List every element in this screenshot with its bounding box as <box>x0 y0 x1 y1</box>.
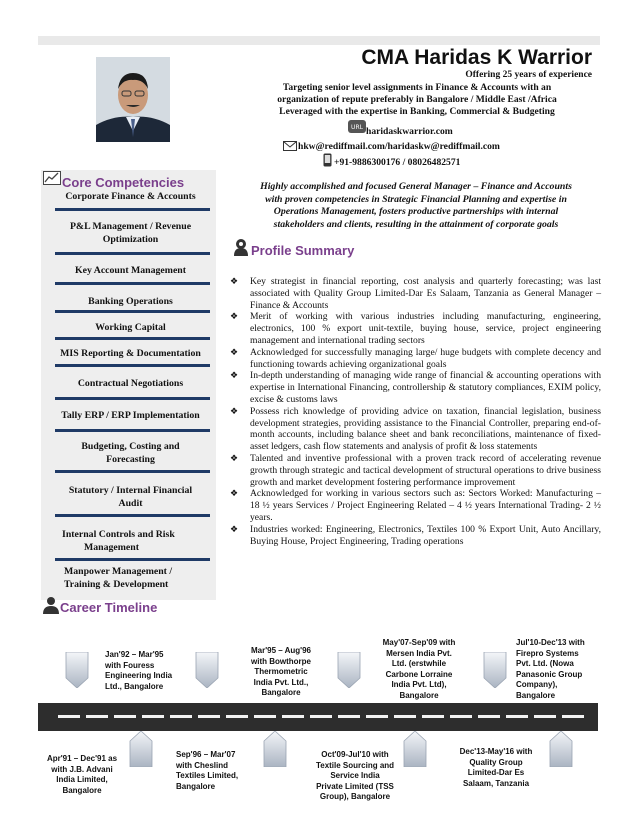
timeline-marker-icon <box>548 731 574 767</box>
diamond-bullet-icon: ❖ <box>230 488 239 499</box>
competency-item <box>48 322 213 335</box>
timeline-entry <box>306 750 404 803</box>
competency-line: Working Capital <box>95 322 166 333</box>
competency-item <box>48 529 213 554</box>
timeline-line: Panasonic Group <box>516 669 583 679</box>
diamond-bullet-icon: ❖ <box>230 370 239 381</box>
road-dash <box>58 715 80 718</box>
timeline-marker-icon <box>262 731 288 767</box>
separator <box>55 282 210 285</box>
timeline-line: Jul'10-Dec'13 with <box>516 638 585 647</box>
competency-line: Management <box>84 541 139 553</box>
person-icon <box>42 596 60 614</box>
timeline-marker-icon <box>64 652 90 688</box>
timeline-line: Private Limited (TSS <box>316 781 394 791</box>
timeline-line: with Bowthorpe <box>251 656 311 666</box>
timeline-line: Salaam, Tanzania <box>462 778 530 788</box>
timeline-line: Limited-Dar Es <box>467 768 525 777</box>
road-dash <box>450 715 472 718</box>
competency-line: Tally ERP / ERP Implementation <box>61 410 200 421</box>
road-dash <box>562 715 584 718</box>
road-dash <box>534 715 556 718</box>
competency-line: Banking Operations <box>88 296 173 307</box>
timeline-line: Mersen India Pvt. <box>386 648 452 658</box>
competency-line: P&L Management / Revenue <box>69 221 192 232</box>
separator <box>55 208 210 211</box>
competency-line: Optimization <box>102 233 159 245</box>
profile-icon <box>233 238 249 256</box>
competency-line: MIS Reporting & Documentation <box>60 348 201 359</box>
profile-photo <box>96 57 170 142</box>
competency-line: Key Account Management <box>74 265 186 276</box>
bullet-item <box>230 347 601 371</box>
separator <box>55 337 210 340</box>
competency-line: Statutory / Internal Financial <box>68 485 193 496</box>
separator <box>55 470 210 473</box>
diamond-bullet-icon: ❖ <box>230 346 239 357</box>
svg-text:URL: URL <box>351 124 363 131</box>
bullet-item <box>230 276 601 311</box>
bullet-text: Possess rich knowledge of providing advice on taxation, financial legislation, business development strategies, providing assistance to the Financial Controller, preparing end-of-month accounts, including balance sheet and bank reconciliations, maintenance of fixed-asset ledgers, cash flow statements and analysis of profit & loss statements <box>250 405 601 453</box>
road-dash <box>394 715 416 718</box>
timeline-line: Bangalore <box>62 785 102 795</box>
timeline-line: Bangalore <box>399 690 439 700</box>
timeline-entry <box>40 754 124 796</box>
bullet-item <box>230 524 601 548</box>
top-banner <box>38 36 600 45</box>
separator <box>55 558 210 561</box>
timeline-line: Quality Group <box>469 757 523 767</box>
competency-item <box>48 410 213 423</box>
competency-line: Training & Development <box>64 578 169 590</box>
timeline-line: India Pvt. Ltd), <box>391 680 447 689</box>
bullet-text: Merit of working with various industries including manufacturing, engineering, electronics, 100 % export unit-textile, buying house, service, project engineering management and international trading sectors <box>250 311 601 346</box>
road-dash <box>254 715 276 718</box>
bullet-item <box>230 406 601 453</box>
competency-item <box>48 485 213 510</box>
competency-line: Manpower Management / <box>64 566 173 577</box>
timeline-entry <box>370 638 468 701</box>
bullet-text: Acknowledged for working in various sectors such as: Sectors Worked: Manufacturing – 18 ½ years Services / Project Engineering Related – 4 ½ years International Trading- 2 ½ years. <box>250 488 601 523</box>
timeline-entry <box>236 646 326 699</box>
career-title: Career Timeline <box>60 600 158 615</box>
road-dash <box>198 715 220 718</box>
competency-line: Internal Controls and Risk <box>62 529 175 540</box>
timeline-line: Bangalore <box>176 781 216 791</box>
timeline-line: Oct'09-Jul'10 with <box>321 750 389 759</box>
timeline-line: India Pvt. Ltd., <box>253 677 309 687</box>
timeline-road <box>38 703 598 731</box>
competency-item <box>48 348 213 361</box>
competency-item <box>48 441 213 466</box>
competency-item <box>48 265 213 278</box>
competency-item <box>48 221 213 246</box>
email-link[interactable]: hkw@rediffmail.com/haridaskw@rediffmail.com <box>298 141 500 152</box>
timeline-entry <box>516 638 600 701</box>
timeline-line: Bangalore <box>516 690 556 700</box>
road-dash <box>282 715 304 718</box>
summary-line: stakeholders and clients, resulting in the attainment of corporate goals <box>273 218 559 230</box>
phone-icon <box>323 153 332 167</box>
timeline-line: with Fouress <box>105 660 155 670</box>
timeline-line: Textiles Limited, <box>176 771 239 780</box>
bullet-text: Acknowledged for successfully managing large/ huge budgets with complete decency and functioning towards achieving organizational goals <box>250 346 601 370</box>
road-dash <box>506 715 528 718</box>
separator <box>55 397 210 400</box>
separator <box>55 310 210 313</box>
separator <box>55 364 210 367</box>
timeline-marker-icon <box>336 652 362 688</box>
timeline-marker-icon <box>194 652 220 688</box>
competency-item <box>48 378 213 391</box>
profile-title: Profile Summary <box>251 243 355 258</box>
competency-line: Budgeting, Costing and <box>81 441 180 452</box>
bullet-text: In-depth understanding of managing wide range of financial & accounting operations with expertise in International Financing, controllership & statutory compliances, EXIM policy, excise & customs laws <box>250 370 601 405</box>
timeline-marker-icon <box>128 731 154 767</box>
timeline-line: with J.B. Advani <box>51 764 113 774</box>
timeline-line: with Cheslind <box>176 760 228 770</box>
road-dash <box>310 715 332 718</box>
candidate-name: CMA Haridas K Warrior <box>361 46 592 69</box>
competency-line: Forecasting <box>106 453 155 465</box>
timeline-line: Ltd., Bangalore <box>105 681 164 691</box>
separator <box>55 252 210 255</box>
road-dash <box>170 715 192 718</box>
summary-line: with proven competencies in Strategic Financial Planning and expertise in <box>265 193 567 205</box>
competency-item <box>48 566 213 591</box>
summary-line: Operations Management, fosters productive partnerships with internal <box>273 206 559 217</box>
diamond-bullet-icon: ❖ <box>230 523 239 534</box>
target-line: Leveraged with the expertise in Banking, Commercial & Budgeting <box>279 106 555 117</box>
timeline-entry <box>105 650 185 692</box>
bullet-item <box>230 370 601 405</box>
bullet-text: Industries worked: Engineering, Electronics, Textiles 100 % Export Unit, Auto Ancillary, Buying House, Project Engineering, Trading operations <box>250 523 601 547</box>
separator <box>55 429 210 432</box>
timeline-line: Firepro Systems <box>516 648 579 658</box>
diamond-bullet-icon: ❖ <box>230 311 239 322</box>
separator <box>55 514 210 517</box>
competencies-icon <box>43 171 61 185</box>
diamond-bullet-icon: ❖ <box>230 405 239 416</box>
diamond-bullet-icon: ❖ <box>230 452 239 463</box>
timeline-line: Company), <box>516 680 558 689</box>
timeline-line: Engineering India <box>105 671 173 680</box>
road-dash <box>422 715 444 718</box>
bullet-item <box>230 488 601 523</box>
road-dash <box>366 715 388 718</box>
timeline-marker-icon <box>402 731 428 767</box>
timeline-marker-icon <box>482 652 508 688</box>
road-dash <box>338 715 360 718</box>
timeline-line: Mar'95 – Aug'96 <box>251 646 311 655</box>
road-dash <box>114 715 136 718</box>
experience-line: Offering 25 years of experience <box>465 70 592 80</box>
timeline-line: Group), Bangalore <box>319 792 391 801</box>
target-statement <box>238 82 596 118</box>
competency-item: Corporate Finance & Accounts <box>65 191 196 202</box>
road-dash <box>226 715 248 718</box>
road-dash <box>86 715 108 718</box>
timeline-line: Carbone Lorraine <box>385 669 453 679</box>
timeline-line: Apr'91 – Dec'91 as <box>46 754 118 763</box>
profile-bullets <box>230 276 601 547</box>
timeline-entry <box>176 750 260 792</box>
website-link[interactable]: haridaskwarrior.com <box>366 126 453 137</box>
competency-line: Contractual Negotiations <box>77 378 184 389</box>
timeline-line: Service India <box>330 771 380 780</box>
timeline-line: Dec'13-May'16 with <box>459 747 533 756</box>
competency-item <box>48 296 213 309</box>
target-line: Targeting senior level assignments in Finance & Accounts with an <box>282 82 552 93</box>
road-dash <box>478 715 500 718</box>
timeline-line: Thermometric <box>254 667 308 676</box>
diamond-bullet-icon: ❖ <box>230 276 239 286</box>
bullet-text: Key strategist in financial reporting, cost analysis and quarterly forecasting; was last associated with Quality Group Limited-Dar Es Salaam, Tanzania as General Manager – Finance & Accounts <box>250 276 601 311</box>
timeline-line: May'07-Sep'09 with <box>382 638 456 647</box>
summary-statement <box>238 181 594 231</box>
bullet-item <box>230 453 601 488</box>
timeline-line: Jan'92 – Mar'95 <box>105 650 164 659</box>
bullet-item <box>230 311 601 346</box>
timeline-line: Bangalore <box>261 688 301 697</box>
road-dash <box>142 715 164 718</box>
mail-icon <box>283 141 297 151</box>
competency-line: Audit <box>118 497 143 509</box>
timeline-line: Ltd. (erstwhile <box>391 659 447 668</box>
timeline-entry <box>448 747 544 789</box>
timeline-line: Textile Sourcing and <box>315 760 395 770</box>
target-line: organization of repute preferably in Bangalore / Middle East /Africa <box>277 94 557 105</box>
timeline-line: India Limited, <box>56 775 108 784</box>
web-icon <box>348 120 366 133</box>
bullet-text: Talented and inventive professional with a proven track record of accelerating revenue growth through strategic and tactical development of structural operations to drive business growth and market development fostering performance improvement <box>250 452 601 488</box>
summary-line: Highly accomplished and focused General Manager – Finance and Accounts <box>260 181 572 192</box>
competencies-title: Core Competencies <box>62 175 185 190</box>
timeline-line: Sep'96 – Mar'07 <box>176 750 236 759</box>
timeline-line: Pvt. Ltd. (Nowa <box>516 659 574 668</box>
phone-number: +91-9886300176 / 08026482571 <box>334 157 461 168</box>
